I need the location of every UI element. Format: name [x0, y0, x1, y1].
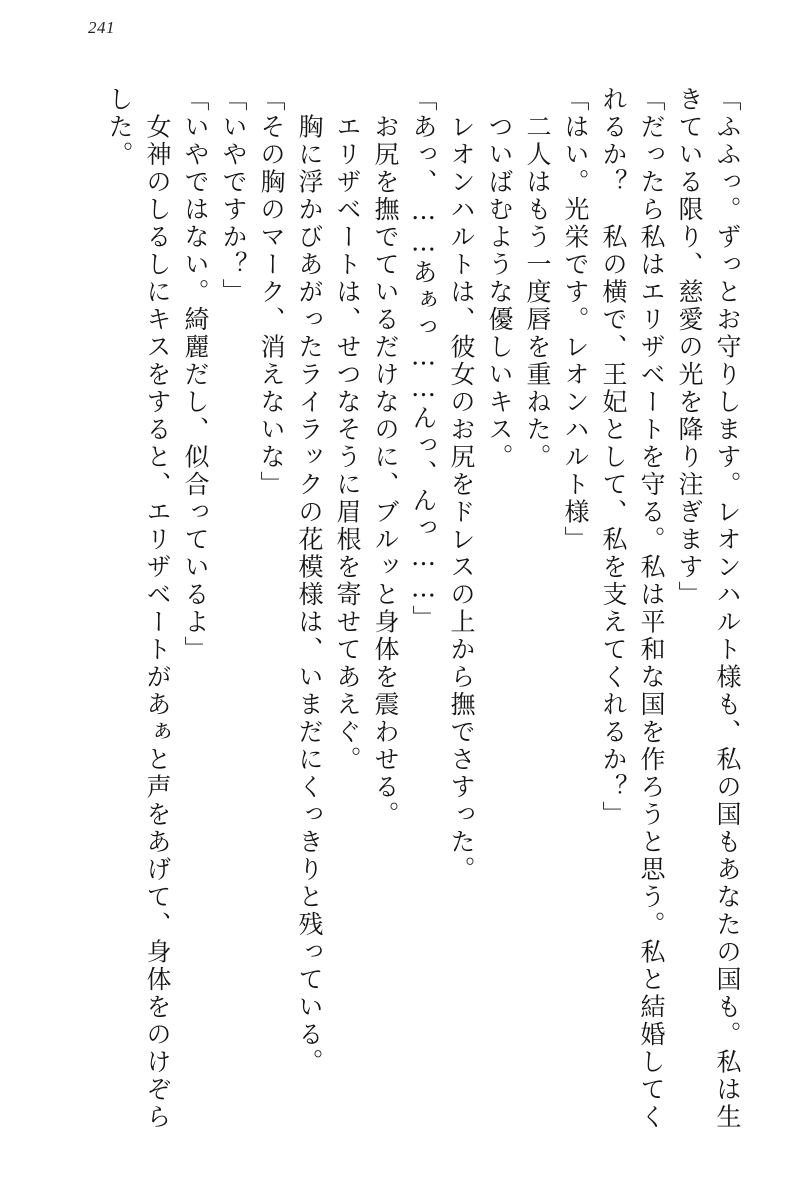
text-column: 「だったら私はエリザベートを守る。私は平和な国を作ろうと思う。私と結婚してく: [637, 86, 666, 1131]
text-column: レオンハルトは、彼女のお尻をドレスの上から撫でさすった。: [447, 86, 476, 884]
text-column: 「あっ、……あぁっ……んっ、んっ……」: [409, 86, 438, 633]
text-column: 「ふふっ。ずっとお守りします。レオンハルト様も、私の国もあなたの国も。私は生: [713, 86, 742, 1131]
vertical-text-body: [60, 86, 740, 1161]
text-column: 二人はもう一度唇を重ねた。: [523, 86, 552, 471]
text-column: お尻を撫でているだけなのに、ブルッと身体を震わせる。: [371, 86, 400, 829]
text-column: した。: [105, 86, 134, 169]
text-column: 「はい。光栄です。レオンハルト様」: [561, 86, 590, 554]
text-column: きている限り、慈愛の光を降り注ぎます」: [675, 86, 704, 609]
text-column: 女神のしるしにキスをすると、エリザベートがあぁと声をあげて、身体をのけぞら: [143, 86, 172, 1131]
text-column: エリザベートは、せつなそうに眉根を寄せてあえぐ。: [333, 86, 362, 774]
text-column: 胸に浮かびあがったライラックの花模様は、いまだにくっきりと残っている。: [295, 86, 324, 1076]
text-column: 「その胸のマーク、消えないな」: [257, 86, 286, 499]
text-column: 「いやですか？」: [219, 86, 248, 306]
page-number: 241: [88, 18, 115, 37]
text-column: れるか？ 私の横で、王妃として、私を支えてくれるか？」: [599, 86, 628, 829]
text-column: 「いやではない。綺麗だし、似合っているよ」: [181, 86, 210, 664]
text-column: ついばむような優しいキス。: [485, 86, 514, 471]
